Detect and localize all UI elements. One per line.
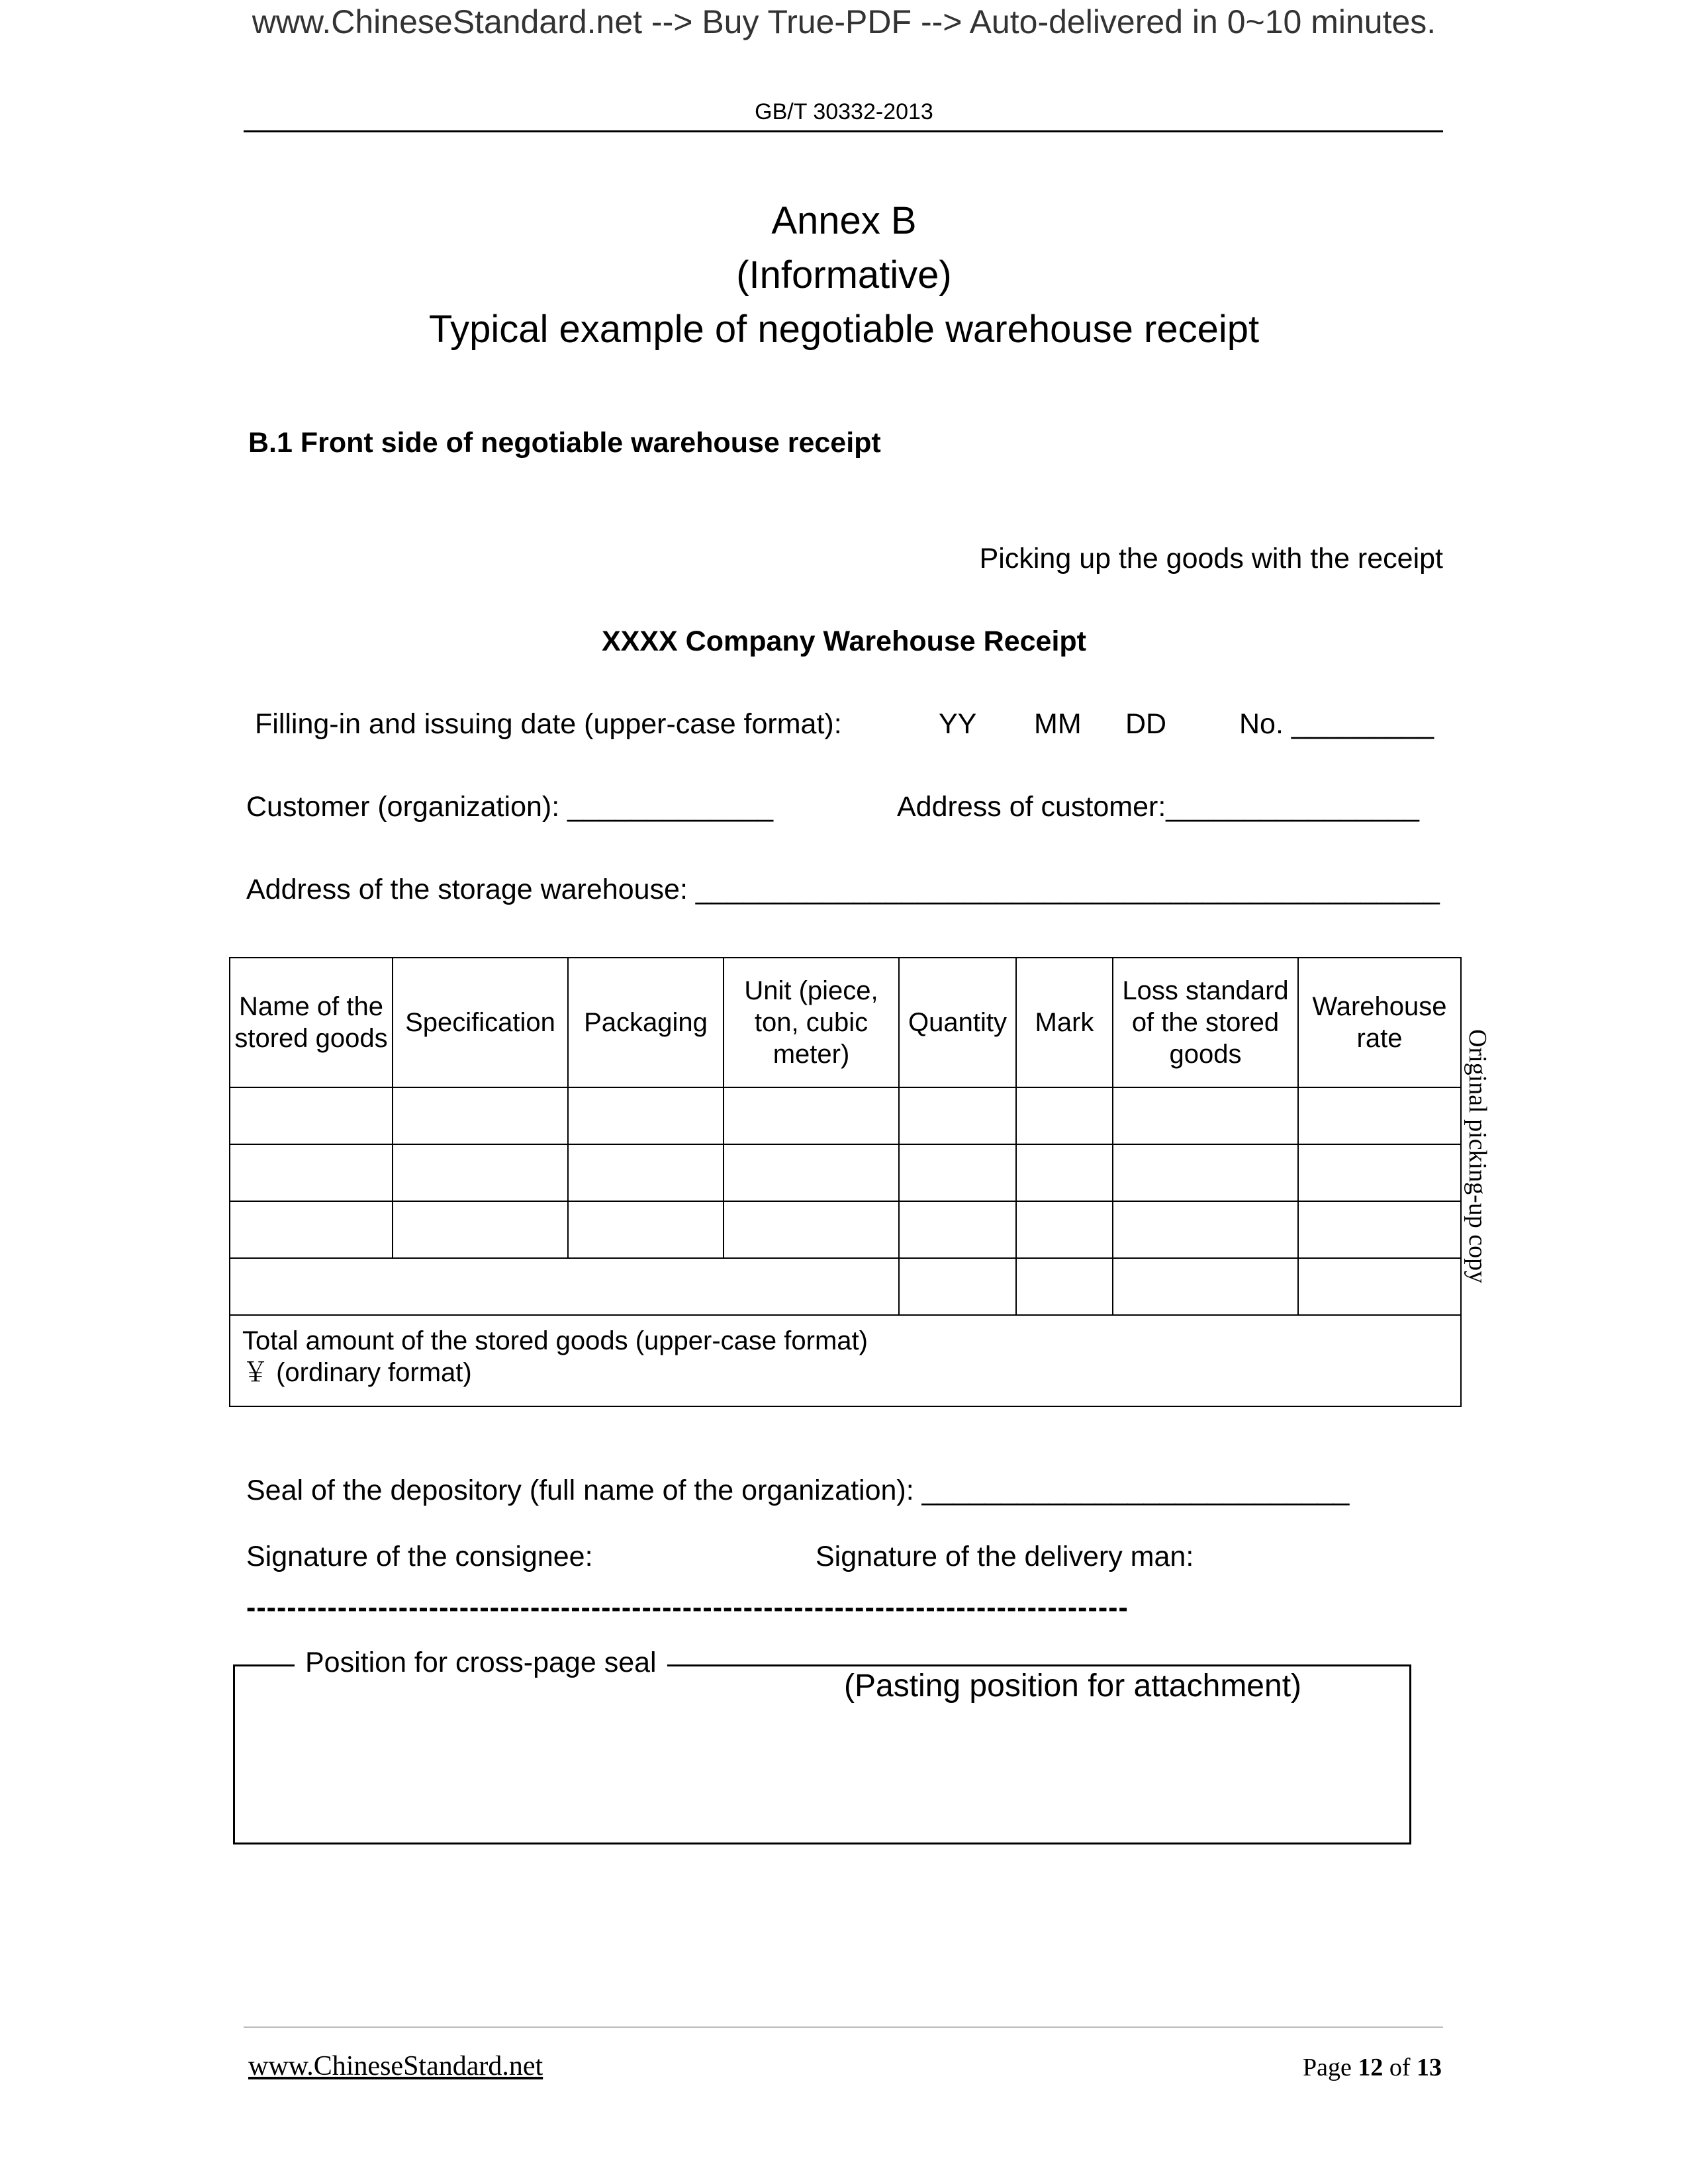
delivery-signature-label: Signature of the delivery man: [816, 1541, 1194, 1572]
table-cell [1113, 1087, 1298, 1144]
table-header-row [230, 958, 1461, 1087]
header-rule [244, 130, 1443, 132]
column-header: Loss standard of the stored goods [1113, 958, 1298, 1087]
table-cell [724, 1087, 899, 1144]
table-row [230, 1144, 1461, 1201]
table-cell [393, 1087, 568, 1144]
table-cell [1298, 1087, 1461, 1144]
date-yy: YY [939, 708, 977, 740]
table-cell [230, 1087, 393, 1144]
table-cell [393, 1144, 568, 1201]
table-cell [1016, 1087, 1113, 1144]
column-header: Unit (piece, ton, cubic meter) [724, 958, 899, 1087]
table-row [230, 1201, 1461, 1258]
pickup-note: Picking up the goods with the receipt [979, 543, 1443, 574]
total-amount-upper: Total amount of the stored goods (upper-case format) [242, 1326, 868, 1355]
page-number [1303, 2053, 1442, 2082]
total-amount-cell [230, 1315, 1461, 1406]
goods-table [229, 957, 1462, 1407]
top-banner: www.ChineseStandard.net --> Buy True-PDF --> Auto-delivered in 0~10 minutes. [252, 3, 1436, 40]
table-cell [230, 1201, 393, 1258]
table-cell [724, 1144, 899, 1201]
column-header: Name of the stored goods [230, 958, 393, 1087]
table-cell [1113, 1144, 1298, 1201]
cross-page-seal-label: Position for cross-page seal [295, 1647, 667, 1679]
page-current: 12 [1358, 2054, 1383, 2081]
date-dd: DD [1125, 708, 1167, 740]
table-cell [1016, 1201, 1113, 1258]
table-cell [724, 1201, 899, 1258]
table-row [230, 1258, 1461, 1315]
original-copy-label: Original picking-up copy [1464, 1029, 1491, 1284]
receipt-title: XXXX Company Warehouse Receipt [602, 625, 1086, 657]
footer-rule [244, 2026, 1443, 2028]
annex-title: Annex B [771, 199, 917, 242]
table-cell [230, 1144, 393, 1201]
warehouse-address-field: Address of the storage warehouse: _______________________________________________ [246, 874, 1440, 905]
table-cell-merged [230, 1258, 899, 1315]
customer-field: Customer (organization): _____________ [246, 791, 774, 823]
table-cell [1298, 1258, 1461, 1315]
table-cell [568, 1087, 724, 1144]
total-amount-ordinary: ￥ (ordinary format) [242, 1358, 472, 1387]
column-header: Quantity [899, 958, 1016, 1087]
table-cell [1298, 1201, 1461, 1258]
page-total: 13 [1417, 2054, 1442, 2081]
date-label: Filling-in and issuing date (upper-case format): [255, 708, 842, 740]
table-cell [899, 1258, 1016, 1315]
depository-seal-field: Seal of the depository (full name of the organization): ___________________________ [246, 1475, 1350, 1506]
pasting-position-label: (Pasting position for attachment) [844, 1668, 1302, 1704]
table-cell [899, 1201, 1016, 1258]
table-total-row [230, 1315, 1461, 1406]
table-cell [899, 1144, 1016, 1201]
annex-subtitle: Typical example of negotiable warehouse receipt [428, 308, 1260, 351]
consignee-signature-label: Signature of the consignee: [246, 1541, 593, 1572]
table-cell [393, 1201, 568, 1258]
table-cell [1113, 1258, 1298, 1315]
column-header: Warehouse rate [1298, 958, 1461, 1087]
table-cell [568, 1144, 724, 1201]
table-cell [899, 1087, 1016, 1144]
tear-line: --------------------------------------------------------------------------------------- [246, 1592, 1129, 1623]
section-heading: B.1 Front side of negotiable warehouse receipt [248, 427, 881, 459]
footer-link[interactable]: www.ChineseStandard.net [248, 2051, 543, 2081]
column-header: Mark [1016, 958, 1113, 1087]
date-mm: MM [1034, 708, 1082, 740]
annex-nature: (Informative) [736, 253, 952, 296]
table-cell [1113, 1201, 1298, 1258]
table-cell [1298, 1144, 1461, 1201]
column-header: Specification [393, 958, 568, 1087]
standard-code: GB/T 30332-2013 [755, 99, 933, 124]
table-row [230, 1087, 1461, 1144]
column-header: Packaging [568, 958, 724, 1087]
page-of: of [1389, 2054, 1411, 2081]
receipt-number-field: No. _________ [1239, 708, 1434, 740]
customer-address-field: Address of customer:________________ [897, 791, 1419, 823]
table-cell [568, 1201, 724, 1258]
page-word: Page [1302, 2054, 1352, 2081]
table-cell [1016, 1258, 1113, 1315]
table-cell [1016, 1144, 1113, 1201]
